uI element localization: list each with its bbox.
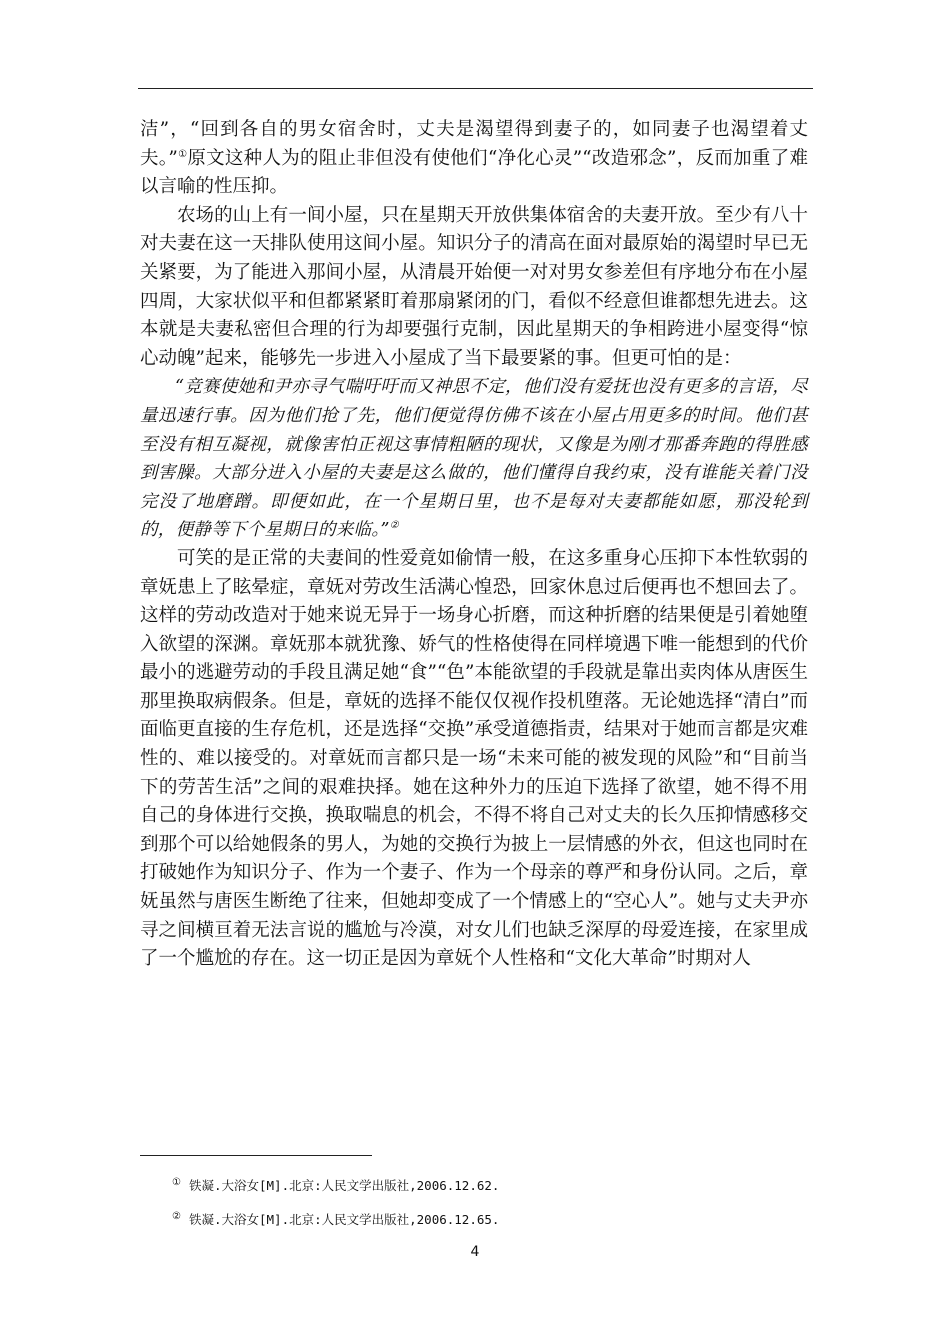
- body-text: [140, 116, 808, 974]
- footnote-1: [172, 1176, 499, 1194]
- footnotes: [172, 1176, 499, 1244]
- paragraph-1: [140, 116, 808, 202]
- block-quote-text: “竞赛使她和尹亦寻气喘吁吁而又神思不定，他们没有爱抚也没有更多的言语，尽量迅速行事。因为他们抢了先，他们便觉得仿佛不该在小屋占用更多的时间。他们甚至没有相互凝视，就像害怕正视这事情粗陋的现状，又像是为刚才那番奔跑的得胜感到害臊。大部分进入小屋的夫妻是这么做的，他们懂得自我约束，没有谁能关着门没完没了地磨蹭。即便如此，在一个星期日里，也不是每对夫妻都能如愿，那没轮到的，便静等下个星期日的来临。”: [140, 377, 808, 541]
- block-quote: [140, 373, 808, 545]
- footnote-2-mark: ②: [172, 1210, 181, 1222]
- footnote-ref-2[interactable]: ②: [389, 520, 399, 532]
- footnote-rule: [140, 1155, 372, 1156]
- footnote-2-text: 铁凝.大浴女[M].北京:人民文学出版社,2006.12.65.: [188, 1212, 500, 1227]
- paragraph-1-text-b: 原文这种人为的阻止非但没有使他们“净化心灵”“改造邪念”，反而加重了难以言喻的性压抑。: [140, 147, 808, 198]
- footnote-1-text: 铁凝.大浴女[M].北京:人民文学出版社,2006.12.62.: [188, 1178, 500, 1193]
- header-rule: [138, 88, 813, 89]
- footnote-1-mark: ①: [172, 1176, 181, 1188]
- footnote-2: [172, 1210, 499, 1228]
- paragraph-1-text-a: 洁”，“回到各自的男女宿舍时，丈夫是渴望得到妻子的，如同妻子也渴望着丈夫。”: [140, 119, 808, 169]
- paragraph-3: 可笑的是正常的夫妻间的性爱竟如偷情一般，在这多重身心压抑下本性软弱的章妩患上了眩晕症，章妩对劳改生活满心惶恐，回家休息过后便再也不想回去了。这样的劳动改造对于她来说无异于一场身心折磨，而这种折磨的结果便是引着她堕入欲望的深渊。章妩那本就犹豫、娇气的性格使得在同样境遇下唯一能想到的代价最小的逃避劳动的手段且满足她“食”“色”本能欲望的手段就是靠出卖肉体从唐医生那里换取病假条。但是，章妩的选择不能仅仅视作投机堕落。无论她选择“清白”而面临更直接的生存危机，还是选择“交换”承受道德指责，结果对于她而言都是灾难性的、难以接受的。对章妩而言都只是一场“未来可能的被发现的风险”和“目前当下的劳苦生活”之间的艰难抉择。她在这种外力的压迫下选择了欲望，她不得不用自己的身体进行交换，换取喘息的机会，不得不将自己对丈夫的长久压抑情感移交到那个可以给她假条的男人，为她的交换行为披上一层情感的外衣，但这也同时在打破她作为知识分子、作为一个妻子、作为一个母亲的尊严和身份认同。之后，章妩虽然与唐医生断绝了往来，但她却变成了一个情感上的“空心人”。她与丈夫尹亦寻之间横亘着无法言说的尴尬与冷漠，对女儿们也缺乏深厚的母爱连接，在家里成了一个尴尬的存在。这一切正是因为章妩个人性格和“文化大革命”时期对人: [140, 547, 808, 970]
- footnote-ref-1[interactable]: ①: [177, 148, 188, 160]
- page-number: 4: [470, 1244, 480, 1260]
- paragraph-2: 农场的山上有一间小屋，只在星期天开放供集体宿舍的夫妻开放。至少有八十对夫妻在这一天排队使用这间小屋。知识分子的清高在面对最原始的渴望时早已无关紧要，为了能进入那间小屋，从清晨开始便一对对男女参差但有序地分布在小屋四周，大家状似平和但都紧紧盯着那扇紧闭的门，看似不经意但谁都想先进去。这本就是夫妻私密但合理的行为却要强行克制，因此星期天的争相跨进小屋变得“惊心动魄”起来，能够先一步进入小屋成了当下最要紧的事。但更可怕的是：: [140, 204, 808, 369]
